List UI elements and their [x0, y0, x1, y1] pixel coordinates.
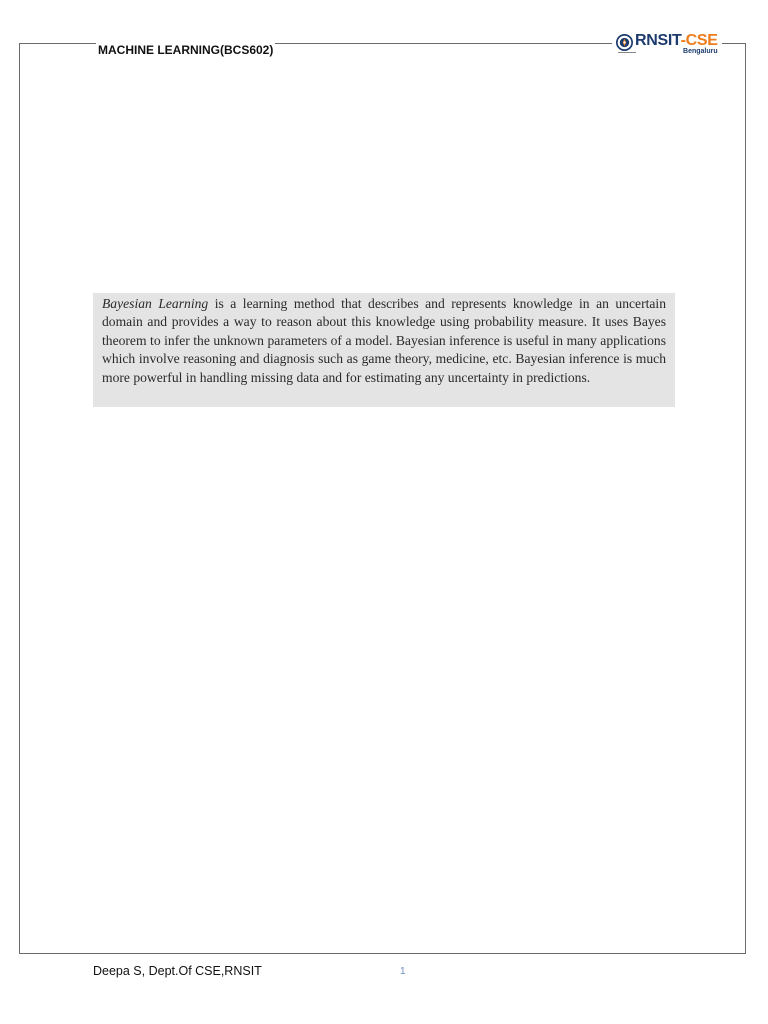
college-logo — [612, 31, 722, 61]
definition-text: is a learning method that describes and represents knowledge in an uncertain domain and provides a way to reason about this knowledge using probability measure. It uses Bayes theorem to infer the unknown parameters of a model. Bayesian inference is useful in many applications which involve reasoning and diagnosis such as game theory, medicine, etc. Bayesian inference is much more powerful in handling missing data and for estimating any uncertainty in predictions. — [102, 296, 666, 385]
document-header-title: MACHINE LEARNING(BCS602) — [98, 43, 274, 57]
definition-box — [93, 293, 675, 407]
logo-dept-text: CSE — [685, 32, 718, 49]
footer-author: Deepa S, Dept.Of CSE,RNSIT — [93, 964, 262, 978]
logo-dash: - — [680, 32, 686, 49]
page-number: 1 — [400, 966, 406, 977]
definition-term: Bayesian Learning — [102, 296, 209, 311]
college-emblem-icon — [616, 34, 633, 51]
logo-city-text: Bengaluru — [683, 48, 718, 55]
page-border — [19, 43, 746, 954]
logo-brand-text: RNSIT — [635, 32, 681, 49]
logo-tagline-line — [618, 52, 636, 56]
